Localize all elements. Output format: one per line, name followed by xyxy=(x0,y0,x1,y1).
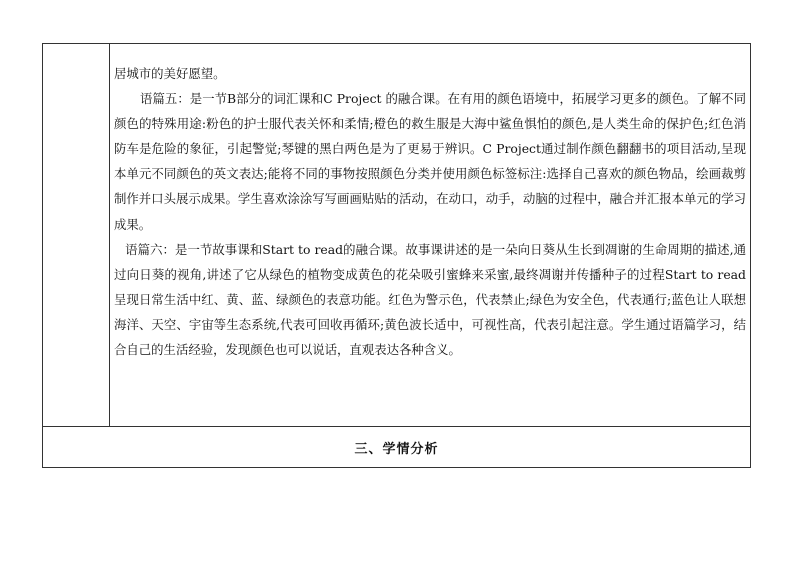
paragraph-text-five: 语篇五：是一节B部分的词汇课和C Project 的融合课。在有用的颜色语境中，拓展学习更多的颜色。了解不同颜色的特殊用途:粉色的护士服代表关怀和柔情;橙色的救生服是大海中鲨鱼惧怕的颜色,是人类生命的保护色;红色消防车是危险的象征，引起警觉;琴键的黑白两色是为了更易于辨识。C Project通过制作颜色翻翻书的项目活动,呈现本单元不同颜色的英文表达;能将不同的事物按照颜色分类并使用颜色标签标注:选择自己喜欢的颜色物品，绘画裁剪制作并口头展示成果。学生喜欢涂涂写写画画贴贴的活动，在动口，动手，动脑的过程中，融合并汇报本单元的学习成果。 xyxy=(114,91,746,232)
content-cell xyxy=(110,44,750,426)
section-header-row xyxy=(43,427,750,467)
paragraph-text-six: 语篇六：是一节故事课和Start to read的融合课。故事课讲述的是一朵向日葵从生长到凋谢的生命周期的描述,通过向日葵的视角,讲述了它从绿色的植物变成黄色的花朵吸引蜜蜂来采蜜,最终凋谢并传播种子的过程Start to read呈现日常生活中红、黄、蓝、绿颜色的表意功能。红色为警示色，代表禁止;绿色为安全色，代表通行;蓝色让人联想海洋、天空、宇宙等生态系统,代表可回收再循环;黄色波长适中，可视性高，代表引起注意。学生通过语篇学习，结合自己的生活经验，发现颜色也可以说话，直观表达各种含义。 xyxy=(114,241,746,358)
section-title: 三、学情分析 xyxy=(354,441,439,457)
document-table xyxy=(42,43,751,468)
paragraph-continuation: 居城市的美好愿望。 xyxy=(114,66,226,81)
left-column-cell xyxy=(43,44,110,426)
